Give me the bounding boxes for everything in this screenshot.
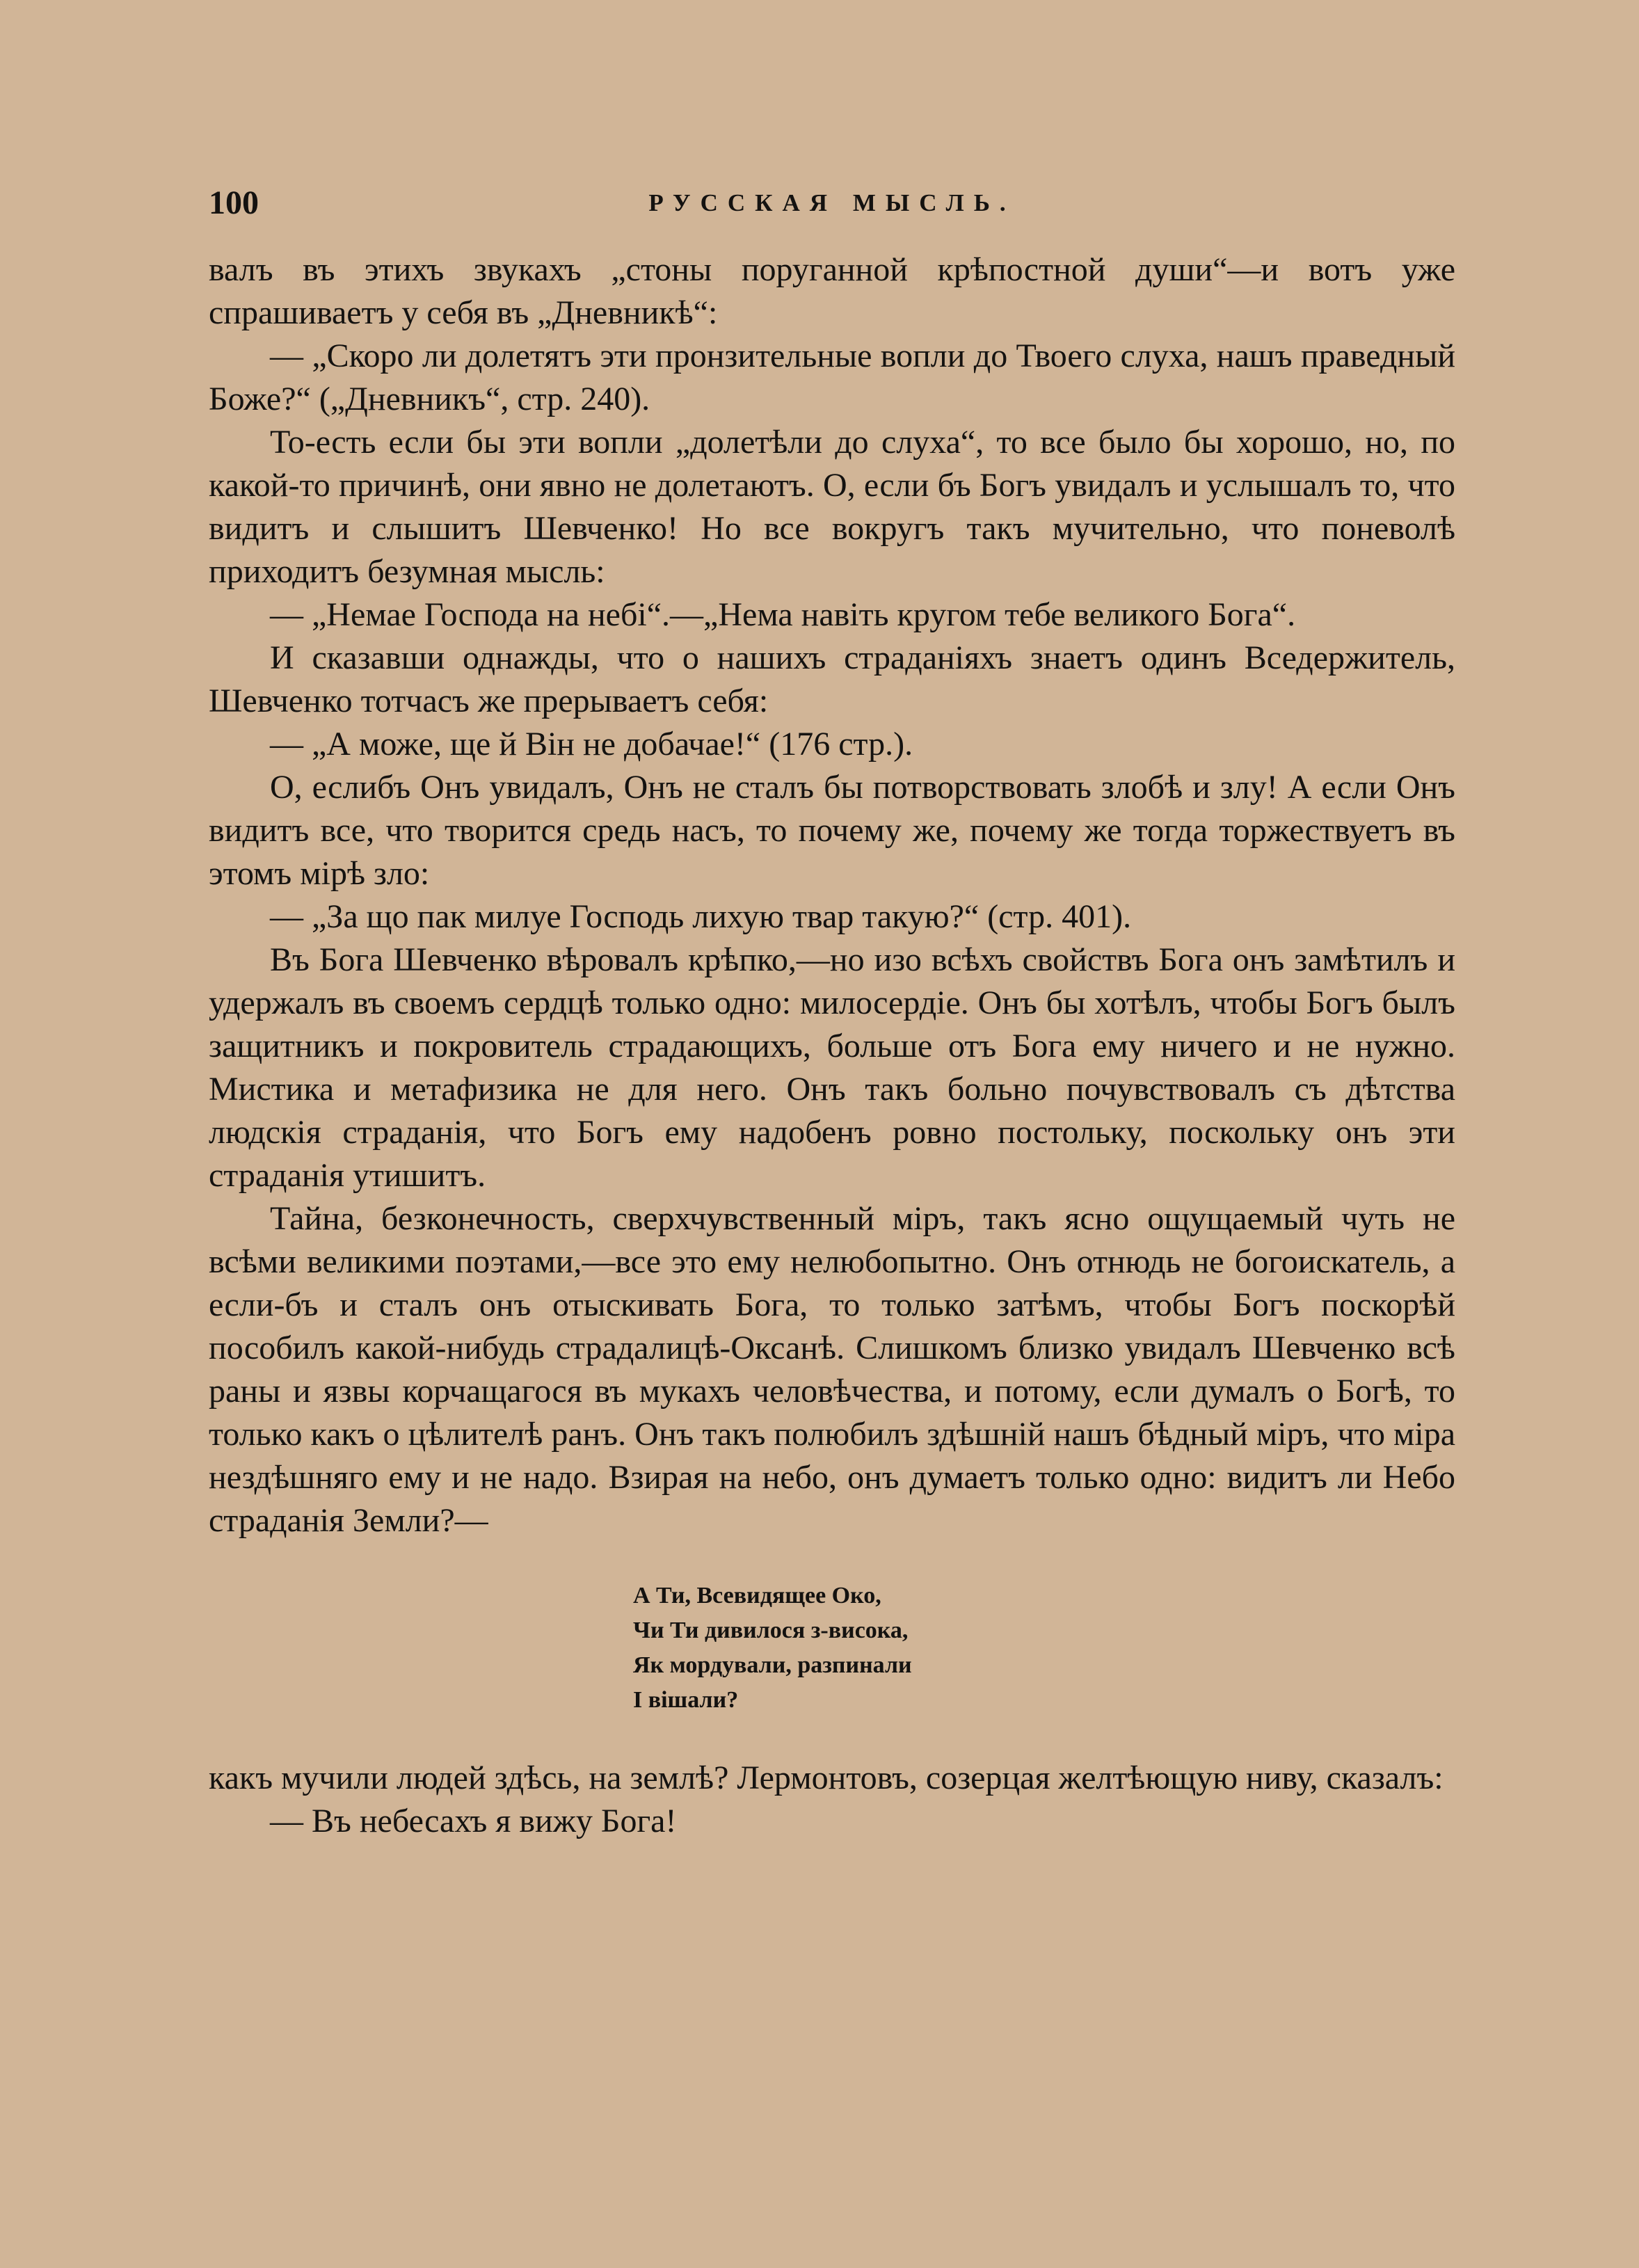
verse-line: А Ти, Всевидящее Око, [633, 1583, 881, 1608]
body-text [209, 248, 1455, 1843]
quote-paragraph: — „Скоро ли долетятъ эти пронзительные вопли до Твоего слуха, нашъ праведный Боже?“ („Дневникъ“, стр. 240). [209, 337, 1455, 417]
verse-line: Чи Ти дивилося з-висока, [633, 1618, 909, 1643]
quote-paragraph: — Въ небесахъ я вижу Бога! [270, 1803, 677, 1839]
paragraph: О, еслибъ Онъ увидалъ, Онъ не сталъ бы потворствовать злобѣ и злу! А если Онъ видитъ все, что творится средь насъ, то почему же, почему же тогда торжествуетъ въ этомъ мірѣ зло: [209, 769, 1455, 892]
running-head [209, 182, 1455, 224]
quote-paragraph: — „За що пак милуе Господь лихую твар такую?“ (стр. 401). [270, 898, 1132, 935]
paragraph: валъ въ этихъ звукахъ „стоны поруганной крѣпостной души“—и вотъ уже спрашиваетъ у себя въ „Дневникѣ“: [209, 251, 1455, 331]
quote-paragraph: — „А може, ще й Він не добачае!“ (176 стр.). [270, 726, 913, 762]
verse-line: І вішали? [633, 1687, 739, 1713]
verse-quote [633, 1579, 1455, 1718]
journal-title: РУССКАЯ МЫСЛЬ. [648, 189, 1016, 216]
paragraph: И сказавши однажды, что о нашихъ страданіяхъ знаетъ одинъ Вседержитель, Шевченко тотчасъ же прерываетъ себя: [209, 639, 1455, 719]
paragraph: Въ Бога Шевченко вѣровалъ крѣпко,—но изо всѣхъ свойствъ Бога онъ замѣтилъ и удержалъ въ своемъ сердцѣ только одно: милосердіе. Онъ бы хотѣлъ, чтобы Богъ былъ защитникъ и покровитель страдающихъ, больше отъ Бога ему ничего и не нужно. Мистика и метафизика не для него. Онъ такъ больно почувствовалъ съ дѣтства людскія страданія, что Богъ ему надобенъ ровно постольку, поскольку онъ эти страданія утишитъ. [209, 941, 1455, 1194]
paragraph: Тайна, безконечность, сверхчувственный міръ, такъ ясно ощущаемый чуть не всѣми великими поэтами,—все это ему нелюбопытно. Онъ отнюдь не богоискатель, а если-бъ и сталъ онъ отыскивать Бога, то только затѣмъ, чтобы Богъ поскорѣй пособилъ какой-нибудь страдалицѣ-Оксанѣ. Слишкомъ близко увидалъ Шевченко всѣ раны и язвы корчащагося въ мукахъ человѣчества, и потому, если думалъ о Богѣ, то только какъ о цѣлителѣ ранъ. Онъ такъ полюбилъ здѣшній нашъ бѣдный міръ, что міра нездѣшняго ему и не надо. Взирая на небо, онъ думаетъ только одно: видитъ ли Небо страданія Земли?— [209, 1200, 1455, 1539]
paragraph: какъ мучили людей здѣсь, на землѣ? Лермонтовъ, созерцая желтѣющую ниву, сказалъ: [209, 1759, 1444, 1796]
quote-paragraph: — „Немае Господа на небі“.—„Нема навіть кругом тебе великого Бога“. [270, 596, 1296, 633]
paragraph: То-есть если бы эти вопли „долетѣли до слуха“, то все было бы хорошо, но, по какой-то причинѣ, они явно не долетаютъ. О, если бъ Богъ увидалъ и услышалъ то, что видитъ и слышитъ Шевченко! Но все вокругъ такъ мучительно, что поневолѣ приходитъ безумная мысль: [209, 424, 1455, 590]
page-number: 100 [209, 184, 259, 221]
verse-line: Як мордували, разпинали [633, 1652, 912, 1678]
